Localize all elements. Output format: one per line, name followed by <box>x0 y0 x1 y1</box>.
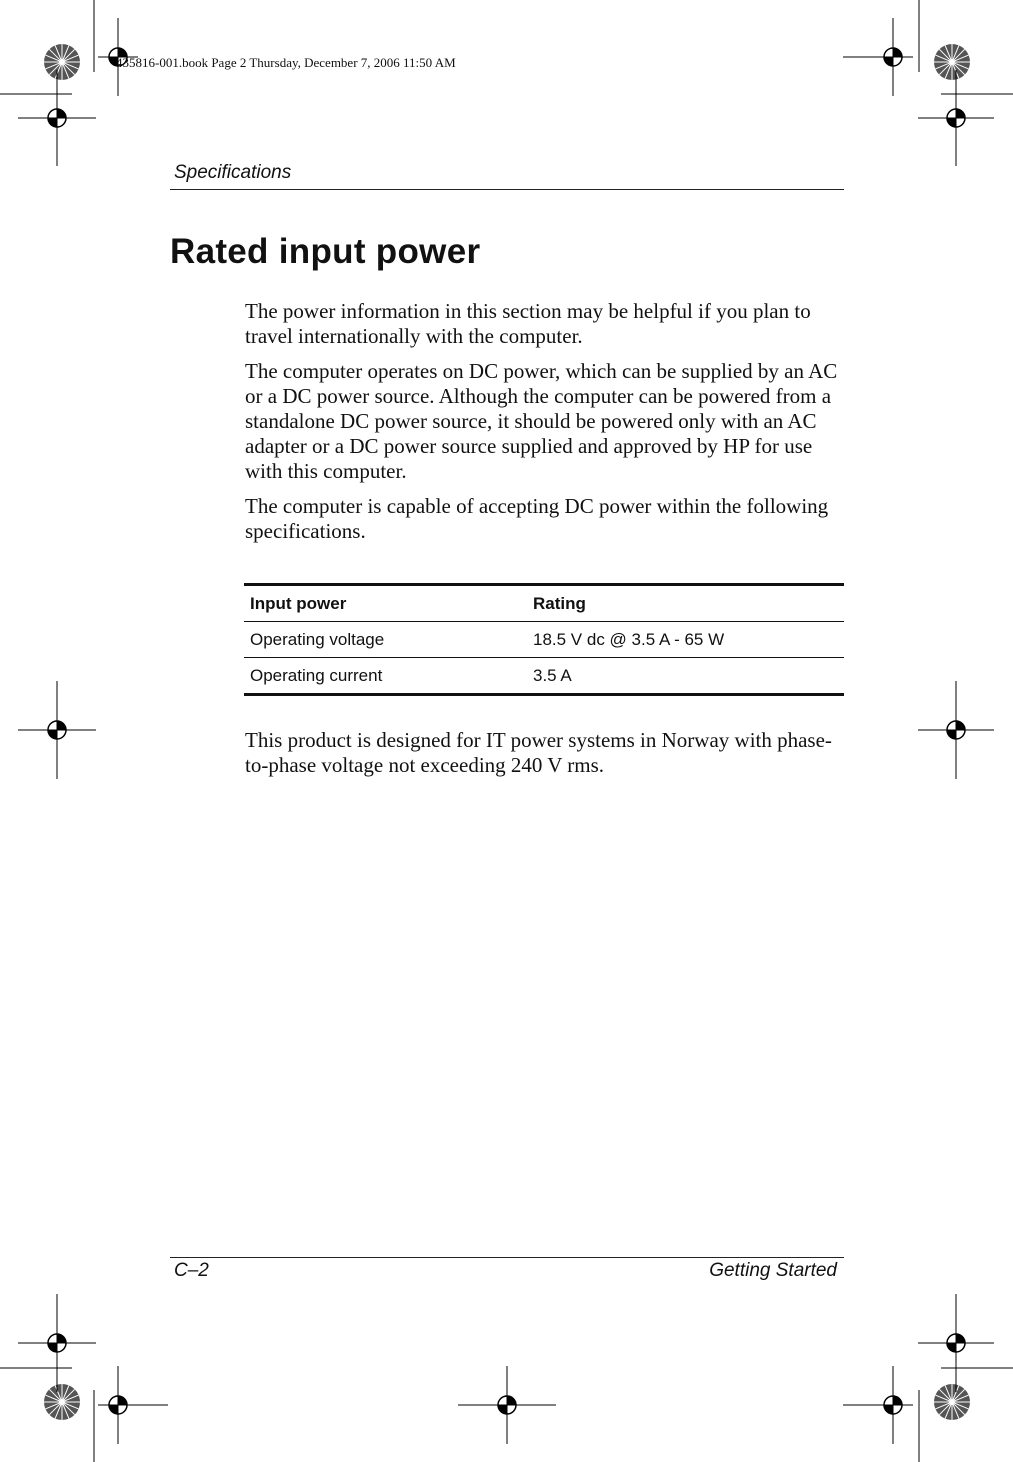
table-header-row <box>244 585 844 622</box>
section-title: Rated input power <box>170 232 481 271</box>
spec-table <box>244 583 844 696</box>
body-paragraph: The power information in this section may be helpful if you plan to travel internationally with the computer. <box>245 299 811 348</box>
table-row <box>244 658 844 695</box>
table-cell: Operating current <box>250 665 383 685</box>
table-row <box>244 622 844 658</box>
footer-page-number: C–2 <box>174 1260 209 1281</box>
starburst-target-icon <box>44 44 80 80</box>
table-header-cell: Input power <box>250 593 347 613</box>
header-rule <box>170 189 844 190</box>
table-cell: Operating voltage <box>250 629 385 649</box>
table-cell: 3.5 A <box>533 665 572 685</box>
running-head: Specifications <box>174 162 292 183</box>
footer-rule <box>170 1257 844 1258</box>
starburst-target-icon <box>934 1384 970 1420</box>
starburst-target-icon <box>934 44 970 80</box>
body-paragraph: The computer is capable of accepting DC power within the following specifications. <box>245 494 829 543</box>
print-slug: 435816-001.book Page 2 Thursday, December 7, 2006 11:50 AM <box>116 55 456 70</box>
body-paragraph: This product is designed for IT power systems in Norway with phase-to-phase voltage not exceeding 240 V rms. <box>245 728 832 777</box>
starburst-target-icon <box>44 1384 80 1420</box>
footer-book-title: Getting Started <box>709 1260 837 1281</box>
table-header-cell: Rating <box>533 593 586 613</box>
body-paragraph: The computer operates on DC power, which can be supplied by an AC or a DC power source. Although the computer can be powered from a standalone DC power source, it should be powered only with an AC adapter or a DC power source supplied and approved by HP for use with this computer. <box>245 359 838 483</box>
table-cell: 18.5 V dc @ 3.5 A - 65 W <box>533 629 725 649</box>
